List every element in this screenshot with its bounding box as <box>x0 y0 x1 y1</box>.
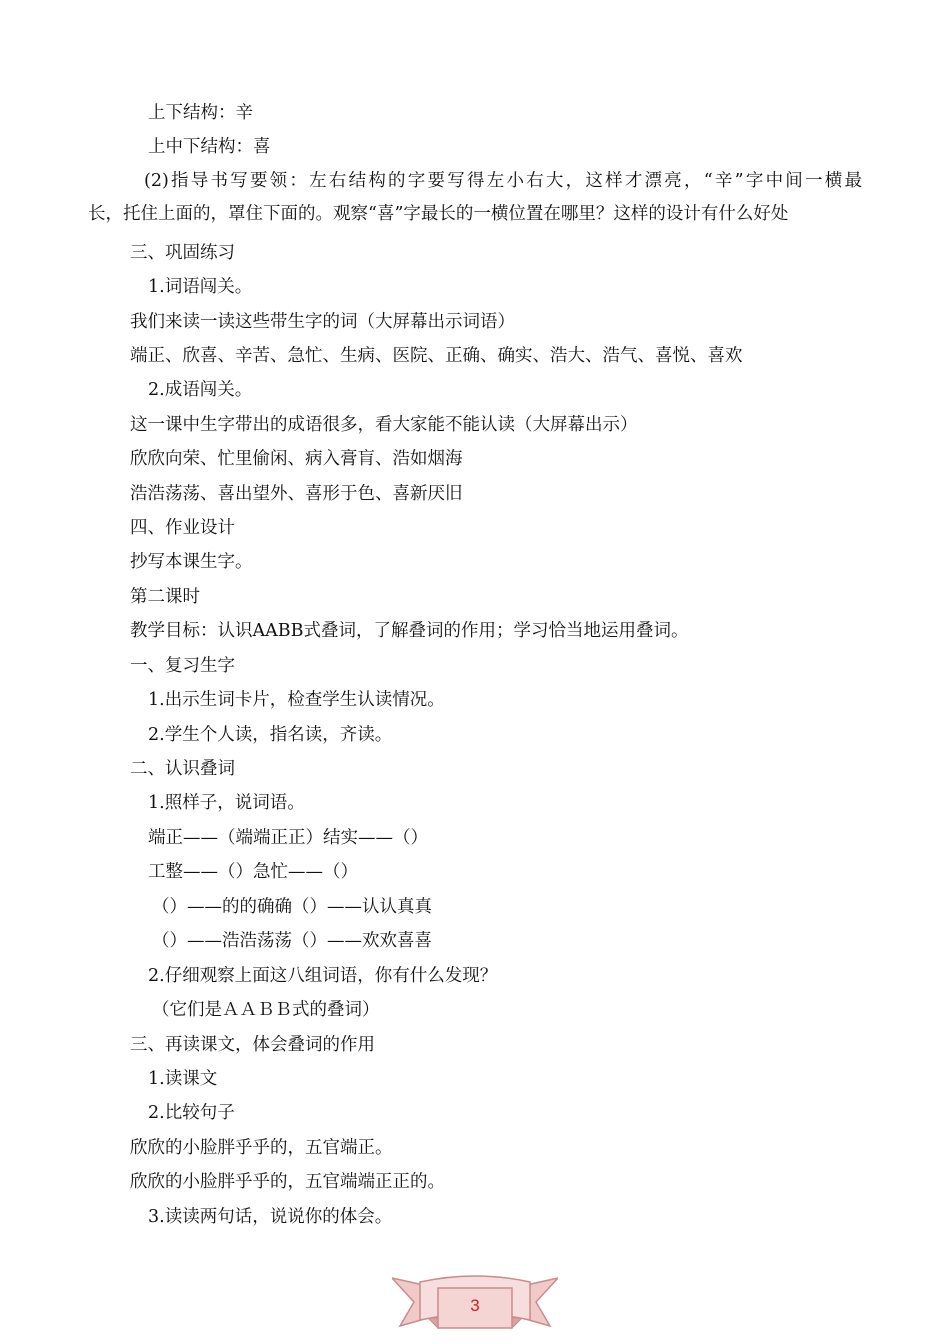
text-line: 我们来读一读这些带生字的词（大屏幕出示词语） <box>130 312 515 332</box>
text-line: （它们是ＡＡＢＢ式的叠词） <box>152 1000 380 1020</box>
section-heading: 三、巩固练习 <box>130 243 235 263</box>
text-line: 2.仔细观察上面这八组词语，你有什么发现？ <box>148 966 498 986</box>
text-line: 1.出示生词卡片，检查学生认读情况。 <box>148 690 445 710</box>
text-line: 浩浩荡荡、喜出望外、喜形于色、喜新厌旧 <box>130 484 463 504</box>
text-line: 上下结构：辛 <box>148 103 253 123</box>
text-line: （）——的的确确（）——认认真真 <box>152 897 432 917</box>
text-line: 端正、欣喜、辛苦、急忙、生病、医院、正确、确实、浩大、浩气、喜悦、喜欢 <box>130 346 743 366</box>
text-line: 欣欣的小脸胖乎乎的，五官端端正正的。 <box>130 1172 445 1192</box>
text-line: 欣欣的小脸胖乎乎的，五官端正。 <box>130 1138 393 1158</box>
section-heading: 一、复习生字 <box>130 656 235 676</box>
page-number: 3 <box>470 1296 480 1315</box>
text-line: 教学目标：认识AABB式叠词，了解叠词的作用；学习恰当地运用叠词。 <box>130 621 689 641</box>
instruction-paragraph <box>88 165 862 231</box>
paragraph-line-2: 长，托住上面的，罩住下面的。观察“喜”字最长的一横位置在哪里？这样的设计有什么好处 <box>88 204 789 224</box>
page-number-ribbon <box>392 1268 558 1338</box>
text-line: 1.照样子，说词语。 <box>148 793 305 813</box>
text-line: 3.读读两句话，说说你的体会。 <box>148 1207 393 1227</box>
section-heading: 第二课时 <box>130 587 200 607</box>
text-line: 1.词语闯关。 <box>148 277 253 297</box>
text-line: 2.比较句子 <box>148 1103 235 1123</box>
paragraph-line-1: (2)指导书写要领：左右结构的字要写得左小右大，这样才漂亮，“辛”字中间一横最 <box>144 171 862 191</box>
text-line: 1.读课文 <box>148 1069 218 1089</box>
text-line: 这一课中生字带出的成语很多，看大家能不能认读（大屏幕出示） <box>130 415 638 435</box>
text-line: 工整——（）急忙——（） <box>148 862 358 882</box>
text-line: （）——浩浩荡荡（）——欢欢喜喜 <box>152 931 432 951</box>
section-heading: 三、再读课文，体会叠词的作用 <box>130 1035 375 1055</box>
text-line: 2.学生个人读，指名读，齐读。 <box>148 725 393 745</box>
text-line: 抄写本课生字。 <box>130 552 253 572</box>
text-line: 2.成语闯关。 <box>148 380 253 400</box>
section-heading: 四、作业设计 <box>130 518 235 538</box>
text-line: 上中下结构：喜 <box>148 137 271 157</box>
text-line: 欣欣向荣、忙里偷闲、病入膏肓、浩如烟海 <box>130 449 463 469</box>
text-line: 端正——（端端正正）结实——（） <box>148 828 428 848</box>
section-heading: 二、认识叠词 <box>130 759 235 779</box>
